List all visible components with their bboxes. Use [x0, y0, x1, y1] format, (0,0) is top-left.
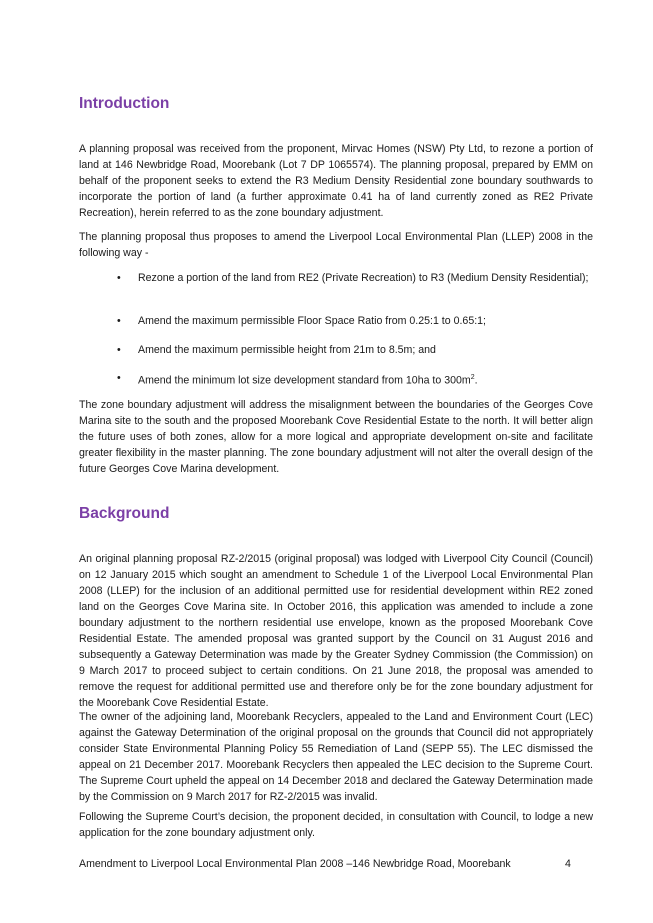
bullet-end: .	[474, 374, 478, 387]
background-heading: Background	[79, 505, 170, 522]
footer-title: Amendment to Liverpool Local Environmental Plan 2008 –146 Newbridge Road, Moorebank	[79, 858, 511, 870]
background-paragraph-2: The owner of the adjoining land, Moorebank Recyclers, appealed to the Land and Environment Court (LEC) against the Gateway Determination of the original proposal on the grounds that Council did not appropriately consider State Environmental Planning Policy 55 Remediation of Land (SEPP 55). The LEC dismissed the appeal on 21 December 2017. Moorebank Recyclers then appealed the LEC decision to the Supreme Court. The Supreme Court upheld the appeal on 14 December 2018 and declared the Gateway Determination made by the Commission on 9 March 2017 for RZ-2/2015 was invalid.	[79, 711, 593, 803]
bullet-text: Amend the maximum permissible Floor Space Ratio from 0.25:1 to 0.65:1;	[138, 315, 486, 327]
page-footer	[79, 857, 593, 871]
background-paragraph-3: Following the Supreme Court’s decision, the proponent decided, in consultation with Council, to lodge a new application for the zone boundary adjustment only.	[79, 811, 593, 839]
background-paragraph-1: An original planning proposal RZ-2/2015 (original proposal) was lodged with Liverpool City Council (Council) on 12 January 2015 which sought an amendment to Schedule 1 of the Liverpool Local Environmental Plan 2008 (LLEP) for the inclusion of an additional permitted use for residential development within RE2 zoned land on the Georges Cove Marina site. In October 2016, this application was amended to include a zone boundary adjustment to the northern residential use envelope, known as the proposed Moorebank Cove Residential Estate. The amended proposal was granted support by the Council on 31 August 2016 and subsequently a Gateway Determination was made by the Greater Sydney Commission (the Commission) on 9 March 2017 to proceed subject to certain conditions. On 21 June 2018, the proposal was amended to remove the request for additional permitted use and therefore only be for the zone boundary adjustment for the Moorebank Cove Residential Estate.	[79, 553, 593, 709]
introduction-paragraph-3: The zone boundary adjustment will address the misalignment between the boundaries of the Georges Cove Marina site to the south and the proposed Moorebank Cove Residential Estate to the north. It will better align the future uses of both zones, allow for a more logical and appropriate development on-site and facilitate greater flexibility in the master planning. The zone boundary adjustment will not alter the overall design of the future Georges Cove Marina development.	[79, 399, 593, 475]
introduction-paragraph-1: A planning proposal was received from the proponent, Mirvac Homes (NSW) Pty Ltd, to rezone a portion of land at 146 Newbridge Road, Moorebank (Lot 7 DP 1065574). The planning proposal, prepared by EMM on behalf of the proponent seeks to extend the R3 Medium Density Residential zone boundary southwards to incorporate the portion of land (a further approximate 0.41 ha of land currently zoned as RE2 Private Recreation), herein referred to as the zone boundary adjustment.	[79, 143, 593, 219]
bullet-icon: •	[117, 315, 121, 327]
bullet-text-wrapper	[138, 370, 593, 389]
page-number: 4	[565, 858, 571, 870]
superscript: 2	[470, 374, 475, 381]
bullet-icon: •	[117, 344, 121, 356]
introduction-heading: Introduction	[79, 95, 170, 112]
bullet-icon: •	[117, 372, 121, 384]
bullet-text: Rezone a portion of the land from RE2 (Private Recreation) to R3 (Medium Density Residential);	[138, 272, 589, 284]
bullet-icon: •	[117, 272, 121, 284]
bullet-text: Amend the minimum lot size development standard from 10ha to 300m	[138, 374, 471, 387]
bullet-text: Amend the maximum permissible height from 21m to 8.5m; and	[138, 344, 436, 356]
introduction-paragraph-2: The planning proposal thus proposes to amend the Liverpool Local Environmental Plan (LLEP) 2008 in the following way -	[79, 231, 593, 259]
